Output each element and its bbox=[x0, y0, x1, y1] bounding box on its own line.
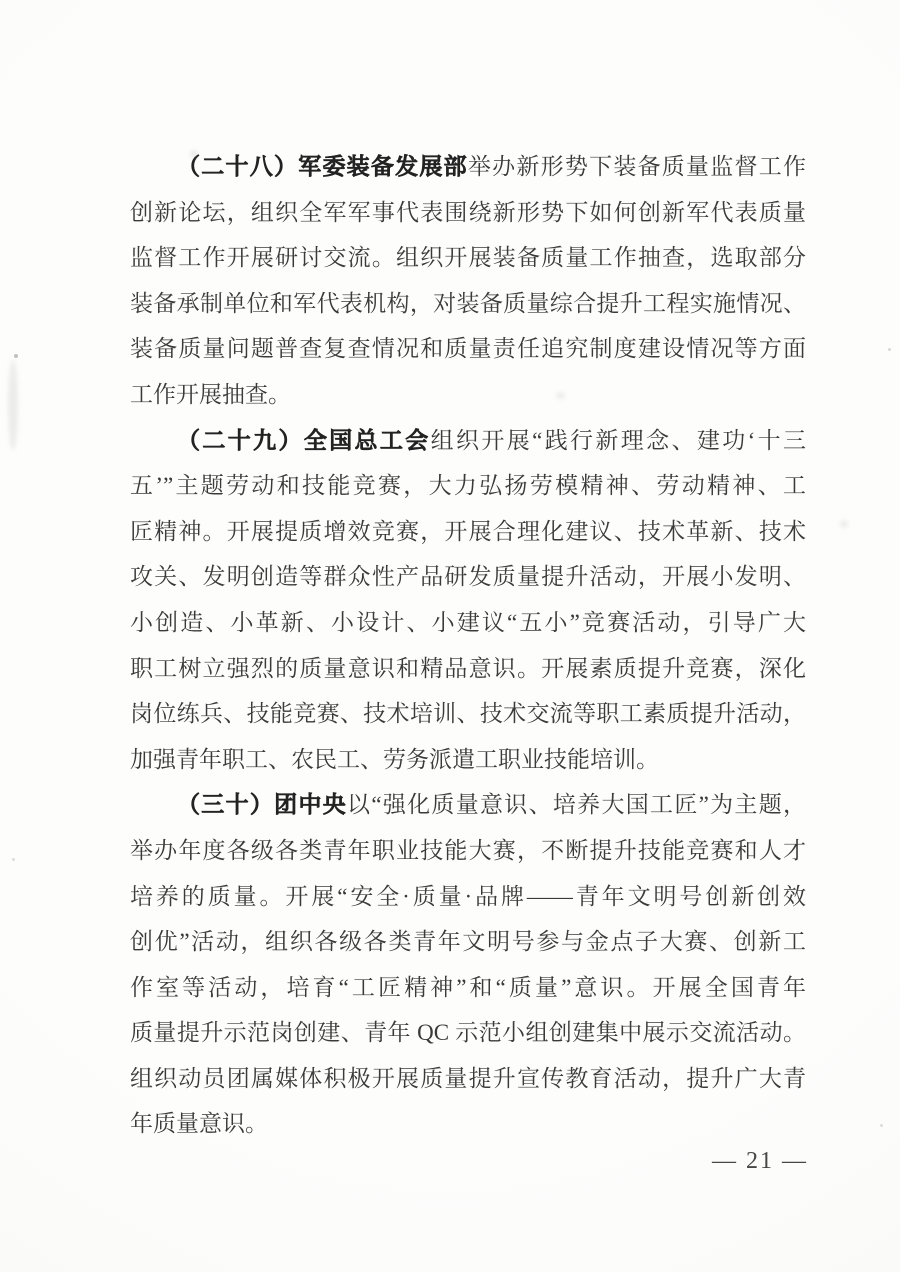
text-line bbox=[130, 326, 806, 372]
text-line bbox=[130, 782, 806, 828]
text-line bbox=[130, 919, 806, 965]
line-text: 装备质量问题普查复查情况和质量责任追究制度建设情况等方面 bbox=[130, 336, 806, 362]
scan-smudge bbox=[8, 360, 18, 450]
line-text: 装备承制单位和军代表机构，对装备质量综合提升工程实施情况、 bbox=[130, 290, 806, 316]
page-number: — 21 — bbox=[712, 1148, 808, 1174]
line-text: 创新论坛，组织全军军事代表围绕新形势下如何创新军代表质量 bbox=[130, 199, 806, 225]
text-line bbox=[130, 874, 806, 920]
line-text: 质量提升示范岗创建、青年 QC 示范小组创建集中展示交流活动。 bbox=[130, 1020, 806, 1046]
text-line bbox=[130, 554, 806, 600]
line-text: 作室等活动，培育“工匠精神”和“质量”意识。开展全国青年 bbox=[130, 974, 806, 1000]
scan-speck bbox=[12, 858, 15, 861]
line-text: 加强青年职工、农民工、劳务派遣工职业技能培训。 bbox=[130, 746, 659, 772]
line-text: 举办新形势下装备质量监督工作 bbox=[467, 154, 807, 179]
text-line bbox=[130, 828, 806, 874]
text-line bbox=[130, 463, 806, 509]
line-text: 创优”活动，组织各级各类青年文明号参与金点子大赛、创新工 bbox=[130, 929, 806, 955]
scan-speck bbox=[888, 348, 891, 351]
line-text: 监督工作开展研讨交流。组织开展装备质量工作抽查，选取部分 bbox=[130, 245, 806, 271]
scan-speck bbox=[880, 1124, 883, 1127]
line-text: 小创造、小革新、小设计、小建议“五小”竞赛活动，引导广大 bbox=[130, 609, 806, 635]
text-line bbox=[130, 281, 806, 327]
section-heading: （三十）团中央 bbox=[177, 792, 348, 818]
line-text: 攻关、发明创造等群众性产品研发质量提升活动，开展小发明、 bbox=[130, 564, 806, 590]
scan-smudge bbox=[190, 150, 198, 158]
text-line bbox=[130, 144, 806, 190]
line-text: 年质量意识。 bbox=[130, 1111, 268, 1137]
text-line bbox=[130, 1101, 806, 1147]
text-line bbox=[130, 600, 806, 646]
section-heading: （二十九）全国总工会 bbox=[177, 427, 431, 453]
line-text: 工作开展抽查。 bbox=[130, 381, 291, 407]
text-line bbox=[130, 509, 806, 555]
text-line bbox=[130, 418, 806, 464]
text-line bbox=[130, 646, 806, 692]
line-text: 匠精神。开展提质增效竞赛，开展合理化建议、技术革新、技术 bbox=[130, 518, 806, 544]
text-line bbox=[130, 737, 806, 783]
line-text: 组织动员团属媒体积极开展质量提升宣传教育活动，提升广大青 bbox=[130, 1065, 806, 1091]
section-heading: （二十八）军委装备发展部 bbox=[177, 154, 468, 179]
scan-smudge bbox=[840, 520, 848, 528]
line-text: 以“强化质量意识、培养大国工匠”为主题， bbox=[347, 792, 807, 818]
text-line bbox=[130, 190, 806, 236]
scan-speck bbox=[14, 354, 18, 358]
line-text: 岗位练兵、技能竞赛、技术培训、技术交流等职工素质提升活动， bbox=[130, 701, 806, 727]
line-text: 五’”主题劳动和技能竞赛，大力弘扬劳模精神、劳动精神、工 bbox=[130, 473, 806, 499]
line-text: 举办年度各级各类青年职业技能大赛，不断提升技能竞赛和人才 bbox=[130, 837, 806, 863]
text-line bbox=[130, 965, 806, 1011]
text-line bbox=[130, 1010, 806, 1056]
line-text: 培养的质量。开展“安全·质量·品牌——青年文明号创新创效 bbox=[130, 883, 806, 909]
line-text: 职工树立强烈的质量意识和精品意识。开展素质提升竞赛，深化 bbox=[130, 655, 806, 681]
text-line bbox=[130, 235, 806, 281]
text-line bbox=[130, 691, 806, 737]
line-text: 组织开展“践行新理念、建功‘十三 bbox=[430, 427, 806, 453]
scan-smudge bbox=[556, 392, 565, 399]
text-line bbox=[130, 1056, 806, 1102]
text-line bbox=[130, 372, 806, 418]
document-body bbox=[130, 144, 806, 1147]
